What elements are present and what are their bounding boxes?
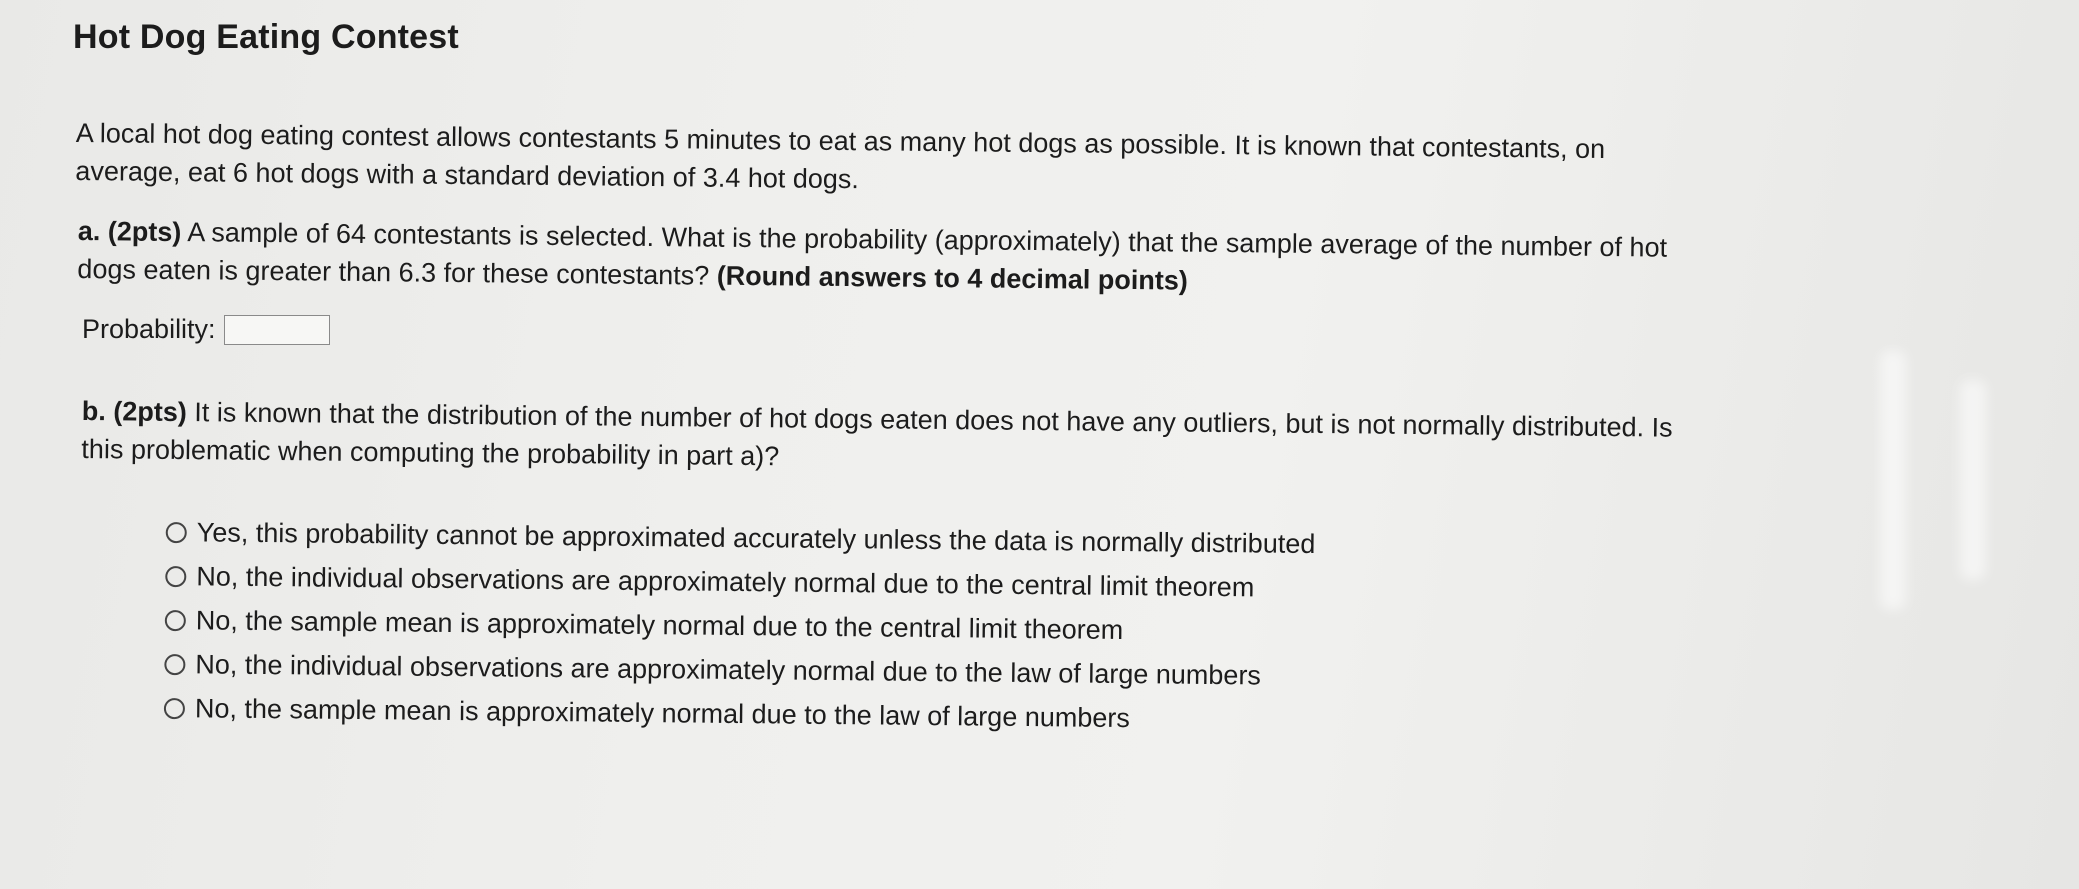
option-label: No, the individual observations are approximately normal due to the law of large numbers bbox=[195, 648, 1262, 690]
radio-button[interactable] bbox=[164, 697, 185, 718]
part-a-text-1: A sample of 64 contestants is selected. What is the probability (approximately) that the sample average of the number of hot bbox=[181, 217, 1668, 263]
part-b-label: b. (2pts) bbox=[81, 395, 187, 428]
screen-glare bbox=[1880, 350, 1906, 610]
part-b-question bbox=[81, 392, 1842, 486]
radio-button[interactable] bbox=[165, 565, 186, 586]
intro-paragraph bbox=[75, 114, 1836, 208]
radio-button[interactable] bbox=[166, 521, 187, 542]
option-label: No, the sample mean is approximately normal due to the law of large numbers bbox=[194, 692, 1131, 733]
screen-glare bbox=[1960, 380, 1986, 580]
radio-button[interactable] bbox=[165, 609, 186, 630]
part-a-text-2: dogs eaten is greater than 6.3 for these contestants? bbox=[77, 253, 717, 291]
part-b-line-2: this problematic when computing the probability in part a)? bbox=[81, 433, 780, 472]
radio-button[interactable] bbox=[164, 653, 185, 674]
answer-options bbox=[164, 510, 1316, 742]
option-label: No, the sample mean is approximately normal due to the central limit theorem bbox=[195, 604, 1124, 645]
intro-line-2: average, eat 6 hot dogs with a standard deviation of 3.4 hot dogs. bbox=[75, 155, 860, 195]
option-label: Yes, this probability cannot be approximated accurately unless the data is normally distributed bbox=[196, 516, 1316, 559]
page-title: Hot Dog Eating Contest bbox=[73, 18, 459, 56]
option-label: No, the individual observations are approximately normal due to the central limit theorem bbox=[196, 560, 1255, 602]
probability-row bbox=[82, 314, 330, 345]
part-b-text-1: It is known that the distribution of the number of hot dogs eaten does not have any outliers, but is not normally distributed. Is bbox=[186, 397, 1673, 443]
round-note: (Round answers to 4 decimal points) bbox=[716, 260, 1188, 296]
part-a-question bbox=[77, 212, 1838, 306]
part-a-label: a. (2pts) bbox=[77, 215, 182, 248]
probability-label: Probability: bbox=[82, 314, 216, 344]
intro-line-1: A local hot dog eating contest allows contestants 5 minutes to eat as many hot dogs as possible. It is known that contestants, on bbox=[75, 117, 1606, 165]
probability-input[interactable] bbox=[224, 315, 330, 345]
